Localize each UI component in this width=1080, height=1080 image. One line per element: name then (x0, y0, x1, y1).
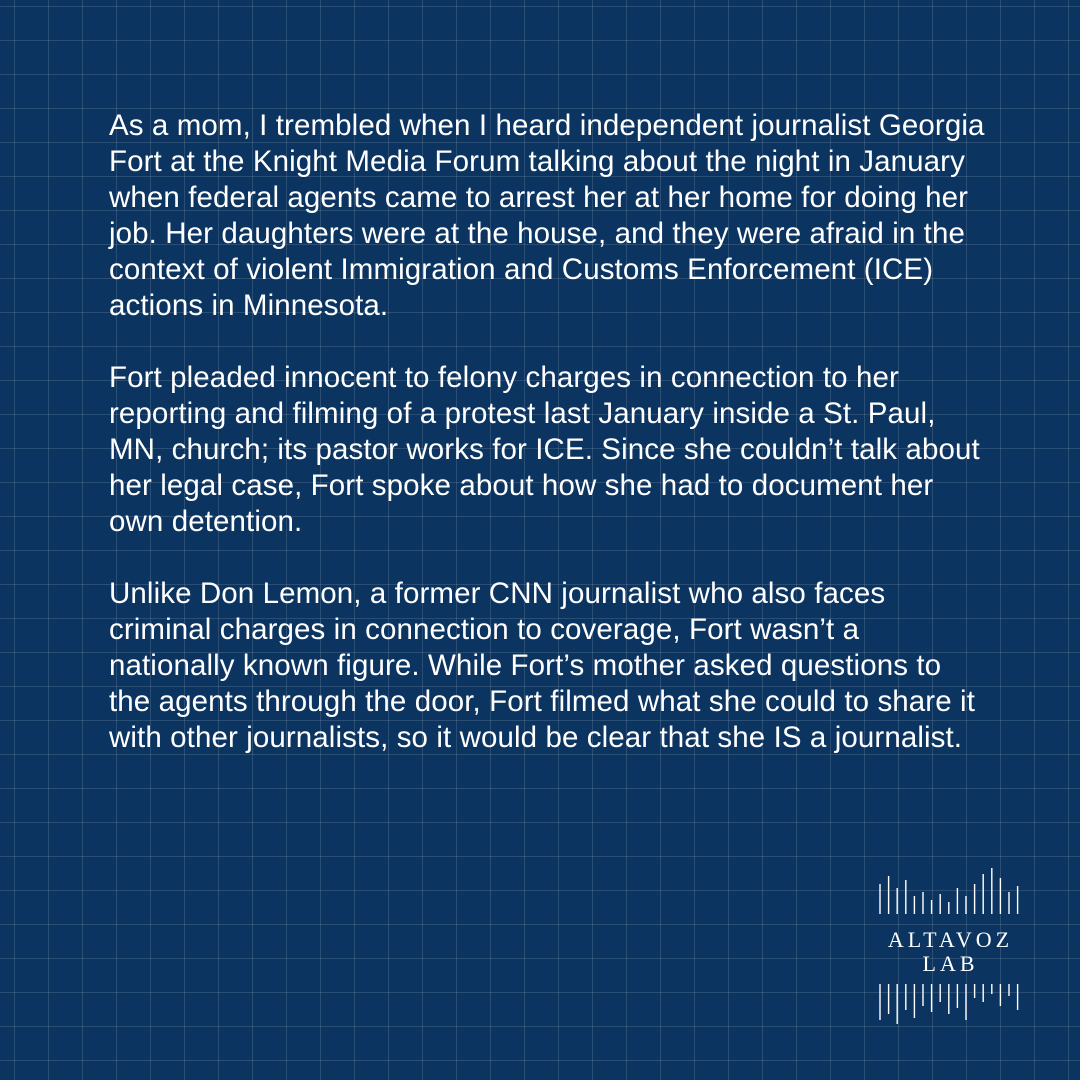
altavoz-lab-logo (868, 852, 1033, 1027)
article-text (109, 108, 989, 756)
logo-wordmark-altavoz: ALTAVOZ (887, 927, 1014, 952)
paragraph-3: Unlike Don Lemon, a former CNN journalist who also faces criminal charges in connection to coverage, Fort wasn’t a nationally known figure. While Fort’s mother asked questions to the agents through the door, Fort filmed what she could to share it with other journalists, so it would be clear that she IS a journalist. (109, 577, 975, 754)
paragraph-1: As a mom, I trembled when I heard independent journalist Georgia Fort at the Knight Media Forum talking about the night in January when federal agents came to arrest her at her home for doing her job. Her daughters were at the house, and they were afraid in the context of violent Immigration and Customs Enforcement (ICE) actions in Minnesota. (109, 109, 985, 322)
logo-wordmark-lab: LAB (922, 951, 979, 976)
paragraph-2: Fort pleaded innocent to felony charges in connection to her reporting and filming of a protest last January inside a St. Paul, MN, church; its pastor works for ICE. Since she couldn’t talk about her legal case, Fort spoke about how she had to document her own detention. (109, 361, 980, 538)
